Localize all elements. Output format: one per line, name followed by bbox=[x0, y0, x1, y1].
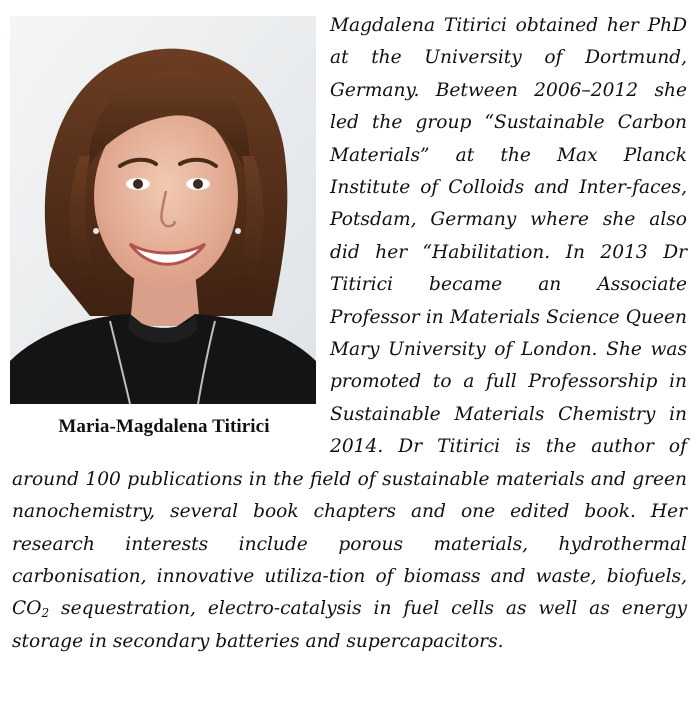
portrait-figure bbox=[0, 10, 330, 450]
co2-subscript: 2 bbox=[41, 606, 50, 621]
biography-text-part-2: sequestration, electro-catalysis in fuel cells as well as energy storage in secondary batteries and supercapacitors. bbox=[12, 598, 687, 652]
portrait-photo-icon bbox=[10, 16, 316, 404]
portrait-caption: Maria-Magdalena Titirici bbox=[58, 416, 270, 437]
biography-text-part-1: Magdalena Titirici obtained her PhD at the University of Dortmund, Germany. Between 2006–2012 she led the group “Sustainable Carbon Materials” at the Max Planck Institute of Colloids and Inter-faces, Potsdam, Germany where she also did her “Habilitation. In 2013 Dr Titirici became an Associate Professor in Materials Science Queen Mary University of London. She was promoted to a full Professorship in Sustainable Materials Chemistry in 2014. Dr Titirici is the author of around 100 publications in the field of sustainable materials and green nanochemistry, several book chapters and one edited book. Her research interests include porous materials, hydrothermal carbonisation, innovative utiliza-tion of biomass and waste, biofuels, CO bbox=[12, 15, 687, 620]
